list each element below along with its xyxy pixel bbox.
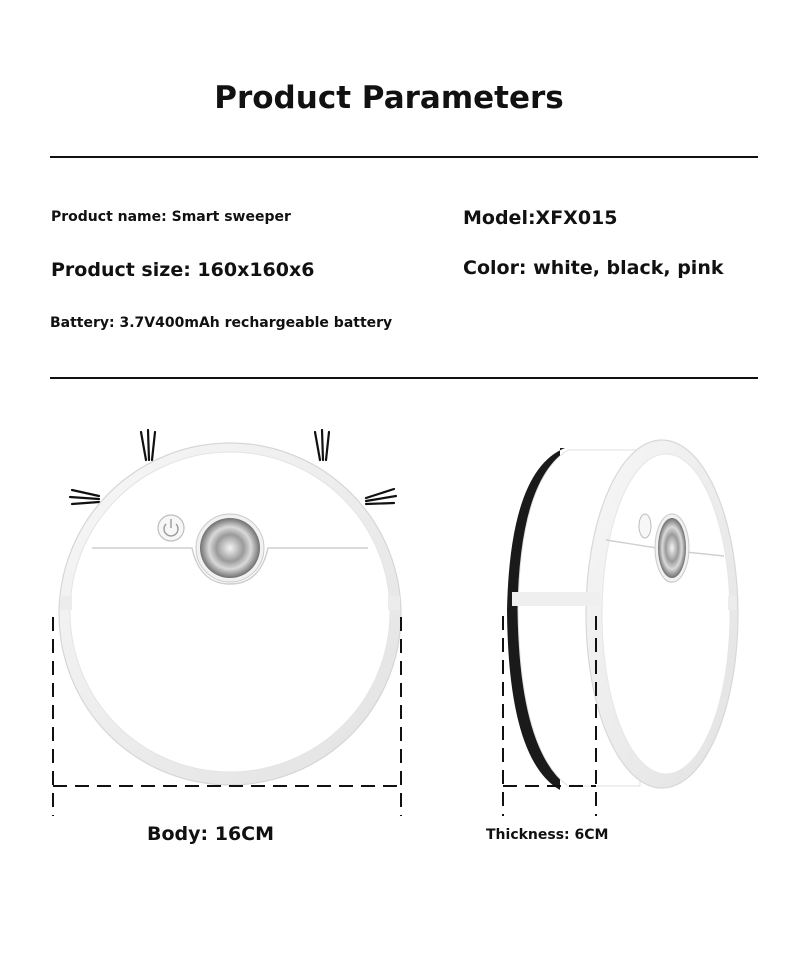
body-dimension-label: Body: 16CM (147, 823, 275, 845)
product-name-text: Product name: Smart sweeper (51, 209, 291, 225)
thickness-dimension-label: Thickness: 6CM (486, 827, 609, 843)
battery-text: Battery: 3.7V400mAh rechargeable battery (50, 315, 393, 331)
page-title: Product Parameters (214, 80, 564, 116)
robot-side-view (503, 440, 738, 816)
model-text: Model:XFX015 (463, 207, 618, 229)
robot-front-view (53, 430, 401, 816)
product-size-text: Product size: 160x160x6 (51, 259, 315, 281)
power-icon (639, 514, 651, 538)
color-text: Color: white, black, pink (463, 257, 724, 279)
